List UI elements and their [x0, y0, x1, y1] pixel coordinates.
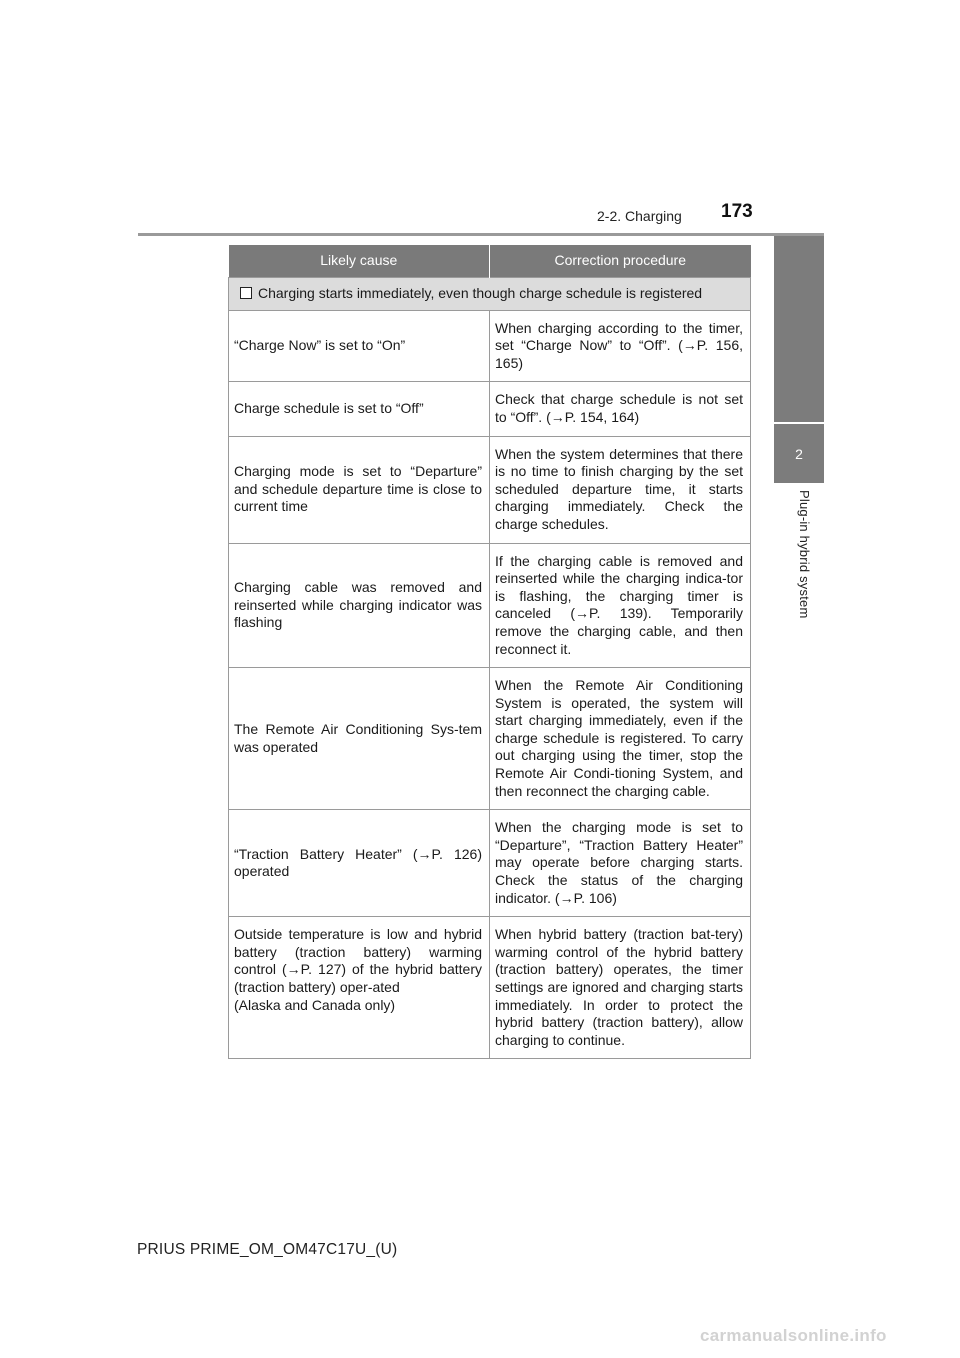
group-cell [229, 278, 751, 311]
correction-procedure-cell: If the charging cable is removed and reinserted while the charging indica-tor is flashing, the charging timer is canceled (→P. 139). Temporarily remove the charging cable, and then reconnect it. [490, 543, 751, 668]
page-number: 173 [721, 201, 753, 222]
table-header-row [229, 245, 751, 278]
likely-cause-cell: Charging cable was removed and reinserted while charging indicator was flashing [229, 543, 490, 668]
group-title: Charging starts immediately, even though charge schedule is registered [258, 285, 703, 301]
chapter-number-tab [774, 424, 824, 483]
likely-cause-cell: Charge schedule is set to “Off” [229, 382, 490, 436]
group-row [229, 278, 751, 311]
column-header-likely-cause: Likely cause [229, 245, 490, 278]
document-id: PRIUS PRIME_OM_OM47C17U_(U) [137, 1241, 398, 1258]
table-row [229, 543, 751, 668]
correction-procedure-cell: When the Remote Air Conditioning System is operated, the system will start charging immediately, even if the charge schedule is registered. To carry out charging using the timer, stop the Remote Air Condi-tioning System, and then reconnect the charging cable. [490, 668, 751, 810]
likely-cause-cell: The Remote Air Conditioning Sys-tem was operated [229, 668, 490, 810]
header-divider [138, 233, 824, 236]
correction-procedure-cell: When the system determines that there is no time to finish charging by the set scheduled departure time, it starts charging immediately. Check the charge schedules. [490, 436, 751, 543]
table-row [229, 810, 751, 917]
table-row [229, 382, 751, 436]
watermark-text: carmanualsonline.info [700, 1326, 887, 1345]
table-row [229, 310, 751, 382]
column-header-correction-procedure: Correction procedure [490, 245, 751, 278]
checkbox-icon [240, 287, 252, 299]
section-title: 2-2. Charging [597, 208, 682, 224]
likely-cause-cell: “Traction Battery Heater” (→P. 126) operated [229, 810, 490, 917]
table-row [229, 917, 751, 1059]
likely-cause-cell: Outside temperature is low and hybrid battery (traction battery) warming control (→P. 127) of the hybrid battery (traction battery) oper-ated (Alaska and Canada only) [229, 917, 490, 1059]
likely-cause-cell: “Charge Now” is set to “On” [229, 310, 490, 382]
side-tab-bar [774, 236, 824, 422]
table-row [229, 668, 751, 810]
likely-cause-cell: Charging mode is set to “Departure” and schedule departure time is close to current time [229, 436, 490, 543]
troubleshooting-table [228, 245, 751, 1059]
chapter-title: Plug-in hybrid system [797, 490, 812, 619]
chapter-number: 2 [795, 445, 803, 462]
correction-procedure-cell: When hybrid battery (traction bat-tery) warming control of the hybrid battery (traction battery) operates, the timer settings are ignored and charging starts immediately. In order to protect the hybrid battery (traction battery), allow charging to continue. [490, 917, 751, 1059]
correction-procedure-cell: Check that charge schedule is not set to “Off”. (→P. 154, 164) [490, 382, 751, 436]
correction-procedure-cell: When the charging mode is set to “Departure”, “Traction Battery Heater” may operate before charging starts. Check the status of the charging indicator. (→P. 106) [490, 810, 751, 917]
table-row [229, 436, 751, 543]
correction-procedure-cell: When charging according to the timer, set “Charge Now” to “Off”. (→P. 156, 165) [490, 310, 751, 382]
